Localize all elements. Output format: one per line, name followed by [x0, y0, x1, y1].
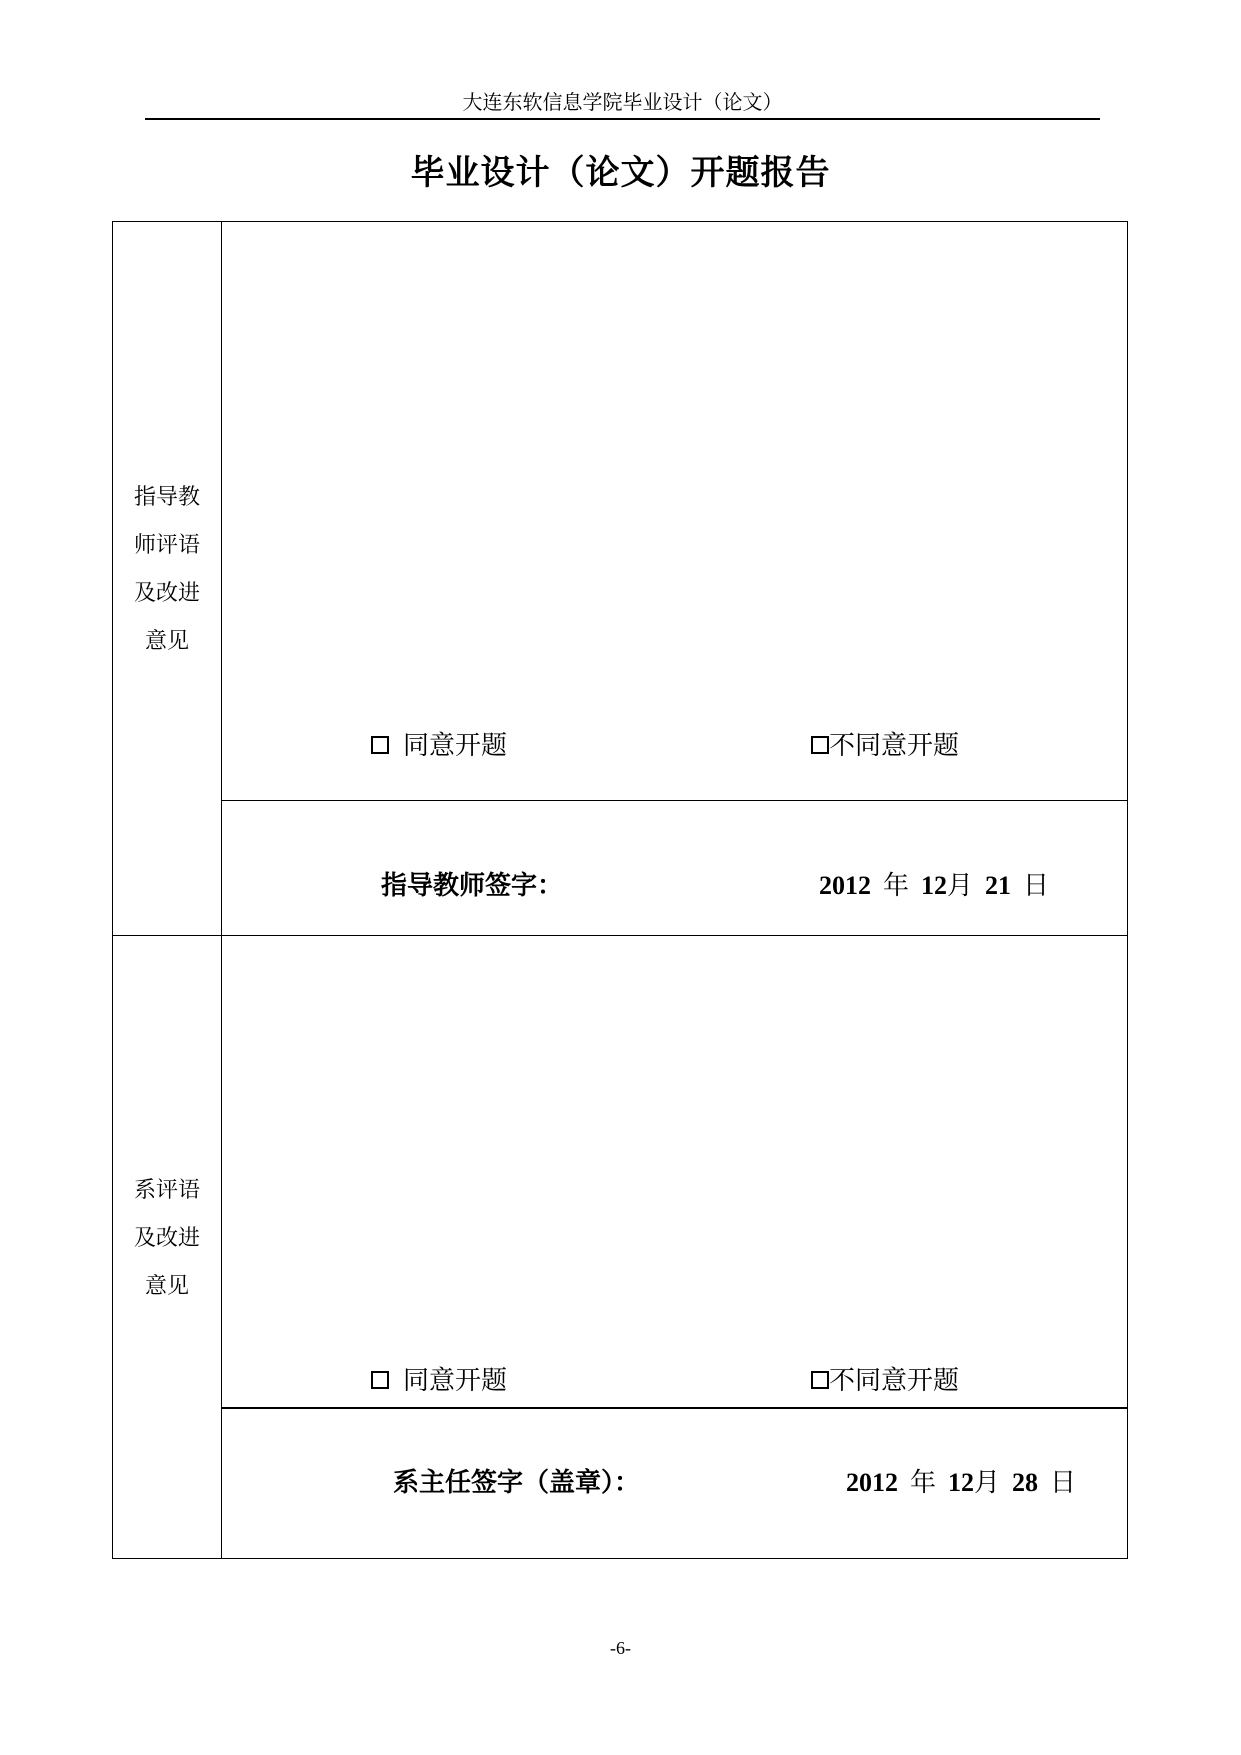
advisor-comments-label [113, 474, 221, 666]
advisor-label-line: 意见 [144, 629, 189, 654]
date-day-unit: 日 [1050, 1468, 1077, 1498]
checkbox-icon[interactable] [811, 736, 829, 754]
department-agree-label: 同意开题 [403, 1366, 508, 1396]
checkbox-icon[interactable] [371, 736, 389, 754]
date-month-unit: 月 [947, 871, 974, 901]
advisor-sign-date [819, 869, 1049, 903]
date-day-unit: 日 [1023, 871, 1050, 901]
department-label-line: 系评语 [133, 1178, 200, 1203]
running-header: 大连东软信息学院毕业设计（论文） [462, 90, 783, 114]
date-year: 2012 [819, 871, 871, 900]
date-month: 12 [921, 871, 948, 900]
advisor-label-line: 师评语 [133, 533, 200, 558]
date-month: 12 [948, 1468, 975, 1497]
department-comments-label [113, 1167, 221, 1311]
checkbox-icon[interactable] [371, 1371, 389, 1389]
date-year-unit: 年 [910, 1468, 937, 1498]
date-year: 2012 [846, 1468, 898, 1497]
opening-report-form [112, 221, 1128, 1559]
date-year-unit: 年 [883, 871, 910, 901]
advisor-signature-label: 指导教师签字： [381, 871, 564, 901]
checkbox-icon[interactable] [811, 1371, 829, 1389]
department-agree-option[interactable] [371, 1364, 507, 1398]
advisor-sign-row-divider [221, 800, 1127, 801]
department-label-line: 意见 [144, 1274, 189, 1299]
advisor-disagree-option[interactable] [811, 729, 959, 763]
page-number: -6- [610, 1638, 631, 1658]
date-day: 28 [1012, 1468, 1039, 1497]
department-label-line: 及改进 [133, 1226, 200, 1251]
department-sign-date [846, 1466, 1076, 1500]
department-signature-label: 系主任签字（盖章）： [393, 1468, 641, 1498]
department-disagree-option[interactable] [811, 1364, 959, 1398]
column-divider [221, 222, 222, 1558]
date-day: 21 [985, 871, 1012, 900]
advisor-label-line: 指导教 [133, 485, 200, 510]
advisor-agree-option[interactable] [371, 729, 507, 763]
date-month-unit: 月 [974, 1468, 1001, 1498]
section-divider [113, 935, 1127, 936]
advisor-label-line: 及改进 [133, 581, 200, 606]
header-rule [145, 118, 1100, 120]
department-disagree-label: 不同意开题 [829, 1366, 960, 1396]
advisor-agree-label: 同意开题 [403, 731, 508, 761]
document-title: 毕业设计（论文）开题报告 [410, 153, 831, 193]
advisor-disagree-label: 不同意开题 [829, 731, 960, 761]
department-sign-row-divider [221, 1407, 1127, 1409]
